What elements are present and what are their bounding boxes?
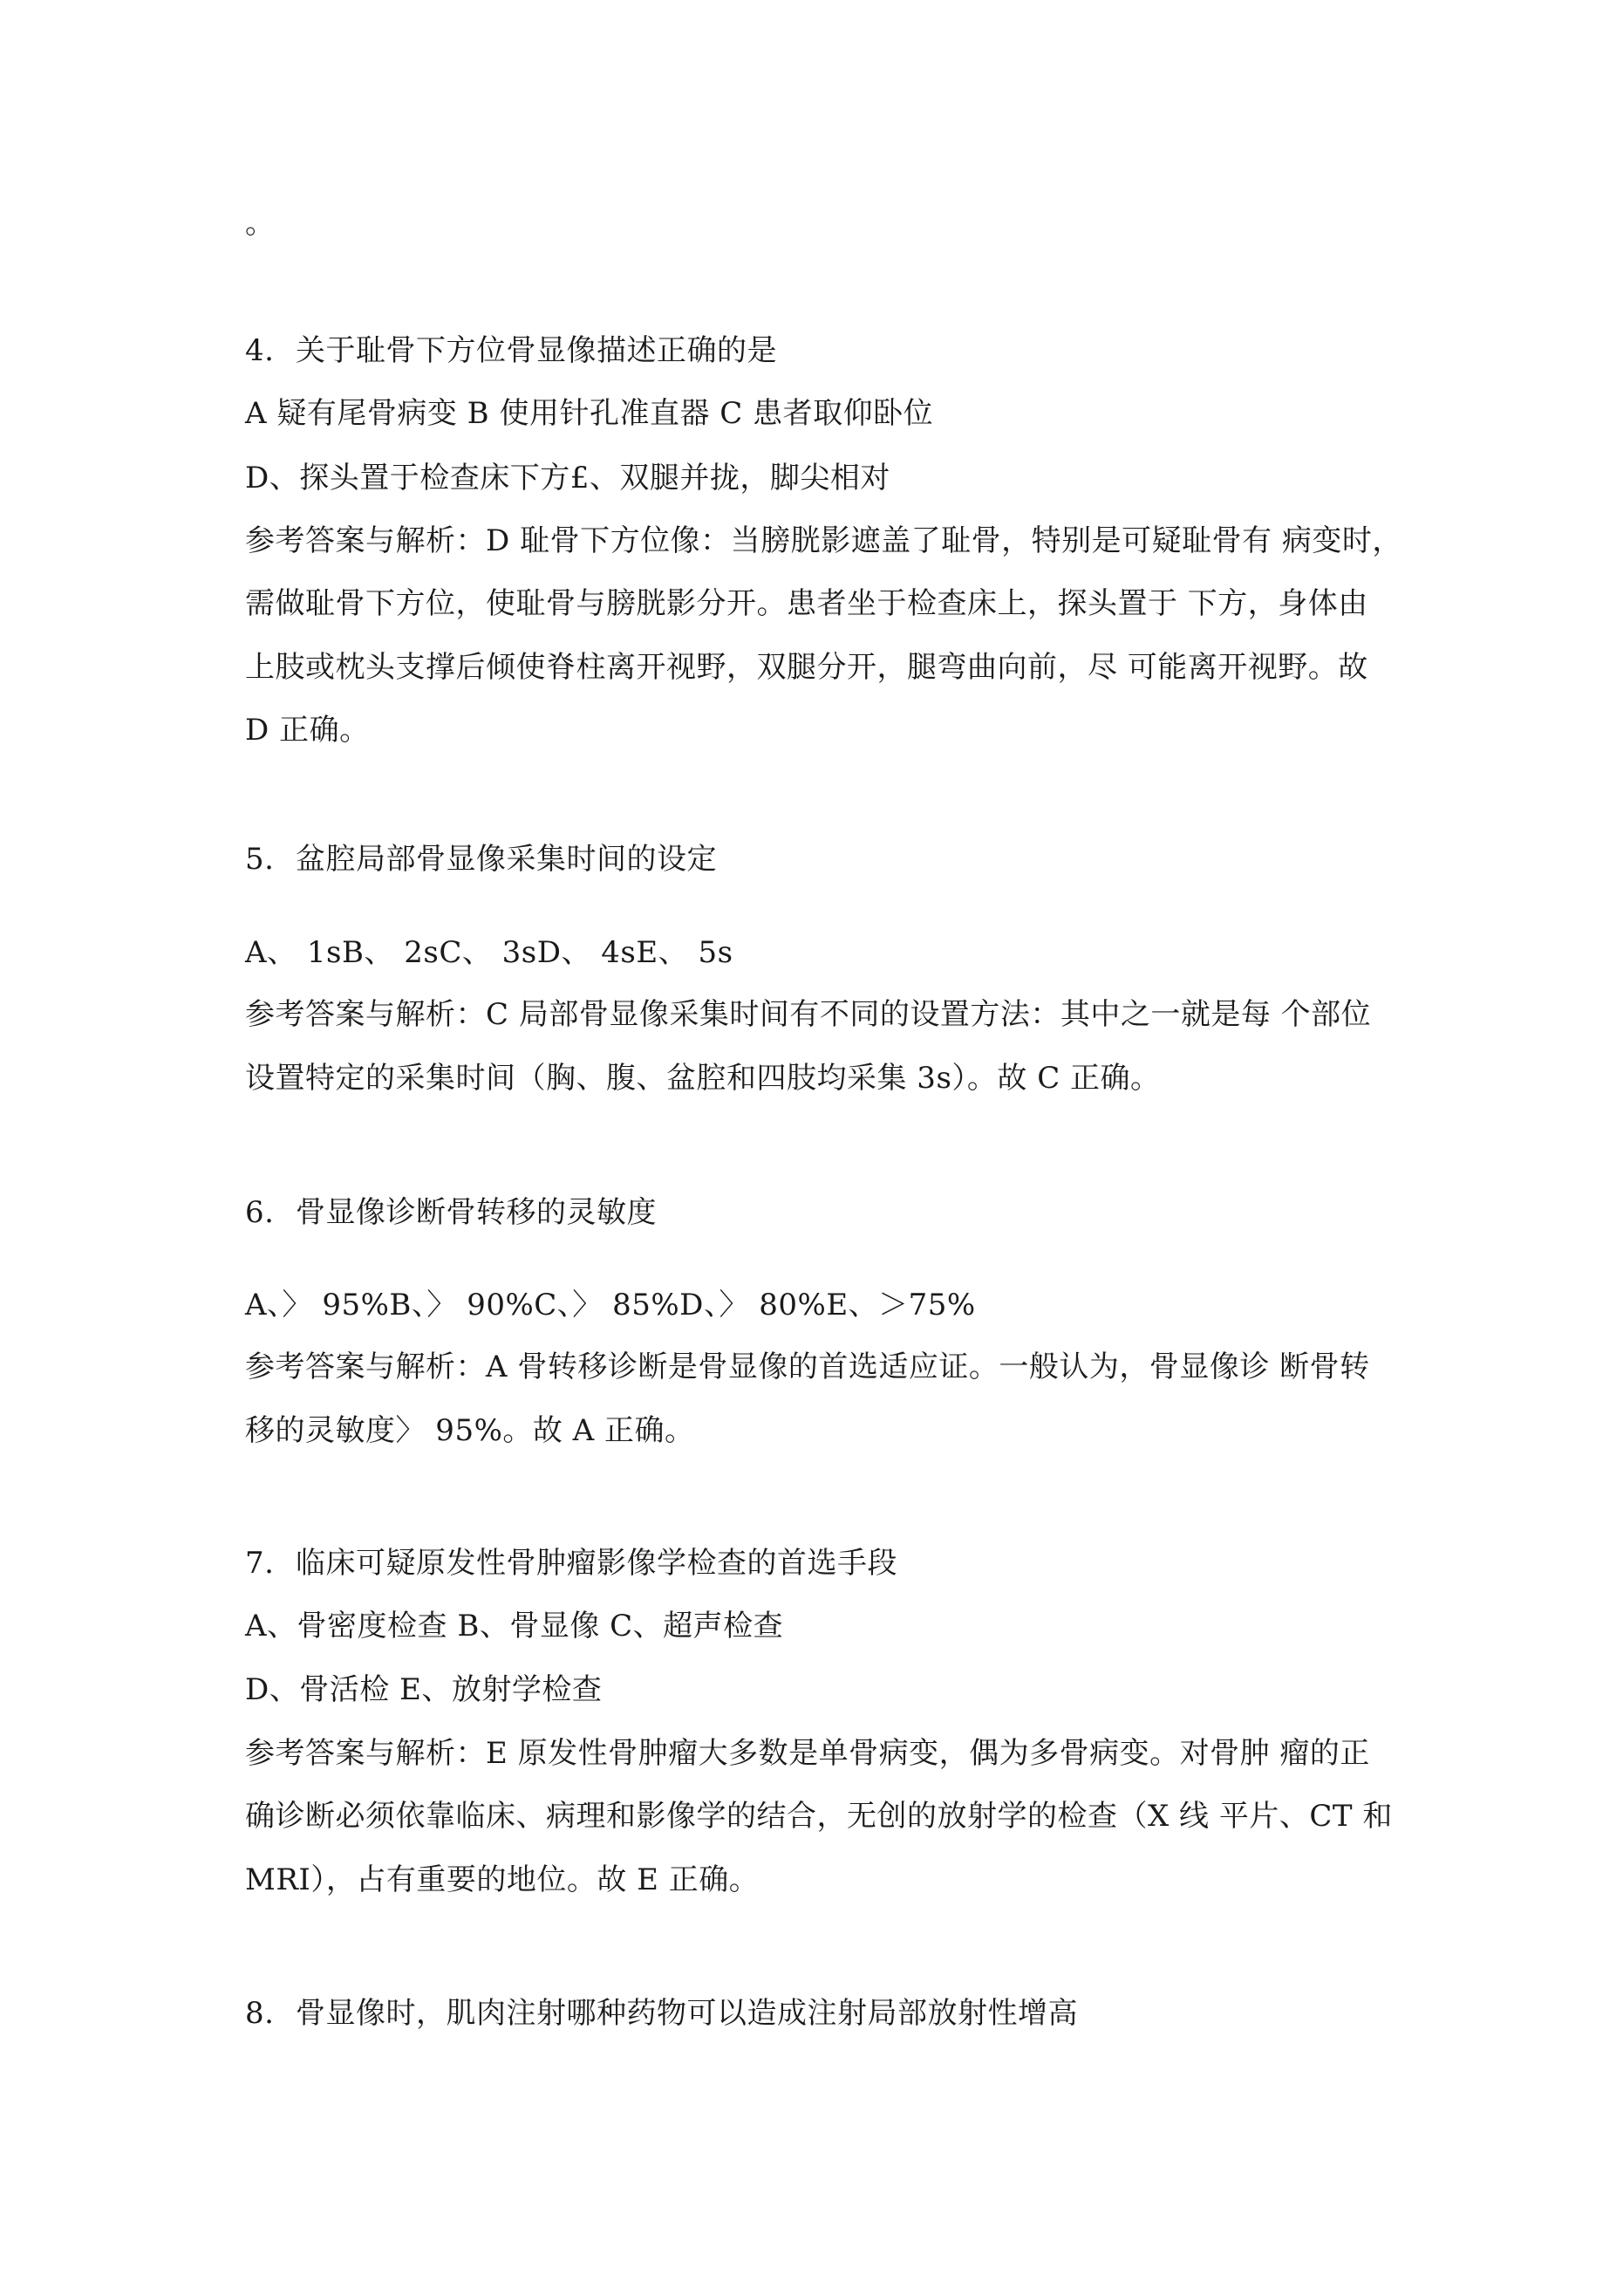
- question-4-answer-line-4: D 正确。: [245, 713, 370, 748]
- question-4-answer-line-2: 需做耻骨下方位，使耻骨与膀胱影分开。患者坐于检查床上，探头置于 下方，身体由: [245, 586, 1368, 621]
- question-number: 6.: [245, 1195, 275, 1230]
- question-number: 5.: [245, 842, 275, 877]
- question-8-stem: [245, 1996, 1396, 2031]
- question-text: 盆腔局部骨显像采集时间的设定: [296, 842, 717, 877]
- question-7-answer-line-1: 参考答案与解析：E 原发性骨肿瘤大多数是单骨病变，偶为多骨病变。对骨肿 瘤的正: [245, 1736, 1370, 1771]
- question-5-options-line-1: A、 1sB、 2sC、 3sD、 4sE、 5s: [245, 935, 733, 970]
- question-7-options-line-1: A、骨密度检查 B、骨显像 C、超声检查: [245, 1609, 784, 1643]
- question-number: 4.: [245, 333, 275, 368]
- question-number: 8.: [245, 1996, 275, 2031]
- question-6-answer-line-1: 参考答案与解析：A 骨转移诊断是骨显像的首选适应证。一般认为，骨显像诊 断骨转: [245, 1350, 1370, 1384]
- leading-punctuation: 。: [245, 206, 276, 241]
- question-4-options-line-2: D、探头置于检查床下方£、双腿并拢，脚尖相对: [245, 461, 890, 495]
- question-4-answer-line-1: 参考答案与解析：D 耻骨下方位像：当膀胱影遮盖了耻骨，特别是可疑耻骨有 病变时，: [245, 523, 1402, 558]
- question-7-answer-line-3: MRI），占有重要的地位。故 E 正确。: [245, 1862, 760, 1897]
- question-number: 7.: [245, 1546, 275, 1581]
- question-6-options-line-1: A、〉 95%B、〉 90%C、〉 85%D、〉 80%E、＞75%: [245, 1288, 976, 1322]
- question-7-answer-line-2: 确诊断必须依靠临床、病理和影像学的结合，无创的放射学的检查（X 线 平片、CT 和: [245, 1799, 1393, 1834]
- question-5-answer-line-2: 设置特定的采集时间（胸、腹、盆腔和四肢均采集 3s）。故 C 正确。: [245, 1061, 1161, 1096]
- question-6-stem: [245, 1195, 1396, 1230]
- question-text: 骨显像诊断骨转移的灵敏度: [296, 1195, 657, 1230]
- question-4-options-line-1: A 疑有尾骨病变 B 使用针孔准直器 C 患者取仰卧位: [245, 396, 934, 431]
- question-7-stem: [245, 1546, 1396, 1581]
- question-6-answer-line-2: 移的灵敏度〉 95%。故 A 正确。: [245, 1413, 695, 1448]
- question-text: 关于耻骨下方位骨显像描述正确的是: [296, 333, 777, 368]
- question-5-stem: [245, 842, 1396, 877]
- question-4-answer-line-3: 上肢或枕头支撑后倾使脊柱离开视野，双腿分开，腿弯曲向前，尽 可能离开视野。故: [245, 650, 1368, 685]
- question-text: 骨显像时，肌肉注射哪种药物可以造成注射局部放射性增高: [296, 1996, 1078, 2031]
- question-7-options-line-2: D、骨活检 E、放射学检查: [245, 1672, 603, 1707]
- question-text: 临床可疑原发性骨肿瘤影像学检查的首选手段: [296, 1546, 897, 1581]
- question-5-answer-line-1: 参考答案与解析：C 局部骨显像采集时间有不同的设置方法：其中之一就是每 个部位: [245, 997, 1372, 1032]
- question-4-stem: [245, 333, 1396, 368]
